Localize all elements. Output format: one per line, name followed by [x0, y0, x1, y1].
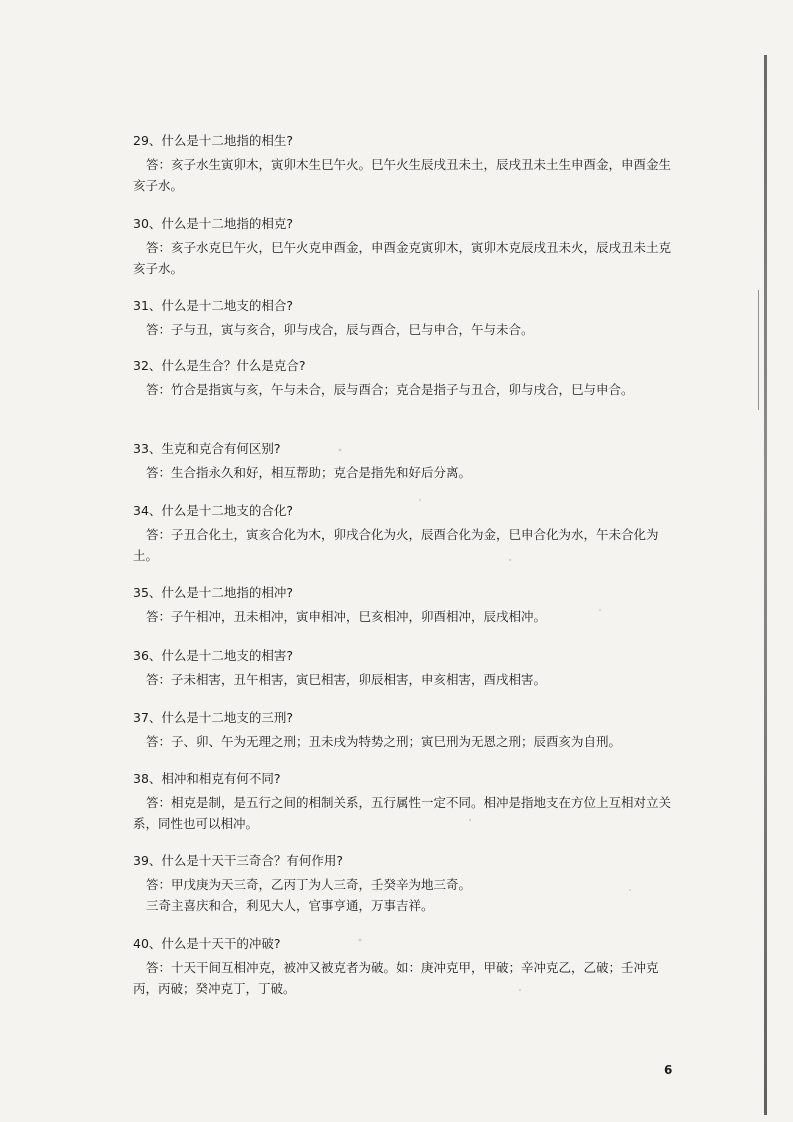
answer-29: 答：亥子水生寅卯木，寅卯木生巳午火。巳午火生辰戌丑未土，辰戌丑未土生申酉金，申酉金生亥子水。	[133, 157, 672, 193]
question-38: 38、相冲和相克有何不同?	[133, 771, 281, 786]
answer-35: 答：子午相冲，丑未相冲，寅申相冲，巳亥相冲，卯酉相冲，辰戌相冲。	[146, 609, 547, 624]
answer-32: 答：竹合是指寅与亥，午与未合，辰与酉合；克合是指子与丑合，卯与戌合，巳与申合。	[146, 382, 634, 397]
answer-36: 答：子未相害，丑午相害，寅巳相害，卯辰相害，申亥相害，酉戌相害。	[146, 672, 547, 687]
page-number: 6	[664, 1063, 673, 1077]
question-32: 32、什么是生合？什么是克合?	[133, 358, 306, 373]
question-34: 34、什么是十二地支的合化?	[133, 503, 294, 518]
answer-39: 答：甲戊庚为天三奇，乙丙丁为人三奇，壬癸辛为地三奇。	[146, 877, 472, 892]
answer-38: 答：相克是制，是五行之间的相制关系，五行属性一定不同。相冲是指地支在方位上互相对立关系，同性也可以相冲。	[133, 795, 672, 831]
answer-31: 答：子与丑，寅与亥合，卯与戌合，辰与酉合，巳与申合，午与未合。	[146, 322, 534, 337]
scan-edge-mark	[758, 290, 759, 410]
question-40: 40、什么是十天干的冲破?	[133, 936, 281, 951]
answer-39-note: 三奇主喜庆和合，利见大人，官事亨通，万事吉祥。	[146, 898, 434, 913]
question-30: 30、什么是十二地指的相克?	[133, 216, 294, 231]
question-31: 31、什么是十二地支的相合?	[133, 298, 294, 313]
question-33: 33、生克和克合有何区别?	[133, 441, 281, 456]
question-37: 37、什么是十二地支的三刑?	[133, 710, 294, 725]
question-29: 29、什么是十二地指的相生?	[133, 133, 294, 148]
answer-30: 答：亥子水克巳午火，巳午火克申酉金，申酉金克寅卯木，寅卯木克辰戌丑未火，辰戌丑未土克亥子水。	[133, 240, 672, 276]
question-35: 35、什么是十二地指的相冲?	[133, 585, 294, 600]
answer-37: 答：子、卯、午为无理之刑；丑未戌为特势之刑；寅巳刑为无恩之刑；辰酉亥为自刑。	[146, 734, 622, 749]
scan-noise	[300, 420, 680, 1020]
question-39: 39、什么是十天干三奇合？有何作用?	[133, 853, 344, 868]
scan-edge	[764, 55, 767, 1115]
answer-33: 答：生合指永久和好，相互帮助；克合是指先和好后分离。	[146, 465, 472, 480]
answer-34: 答：子丑合化土，寅亥合化为木，卯戌合化为火，辰酉合化为金，巳申合化为水，午未合化为土。	[133, 527, 659, 563]
question-36: 36、什么是十二地支的相害?	[133, 648, 294, 663]
answer-40: 答：十天干间互相冲克，被冲又被克者为破。如：庚冲克甲，甲破；辛冲克乙，乙破；壬冲克丙，丙破；癸冲克丁，丁破。	[133, 960, 659, 996]
